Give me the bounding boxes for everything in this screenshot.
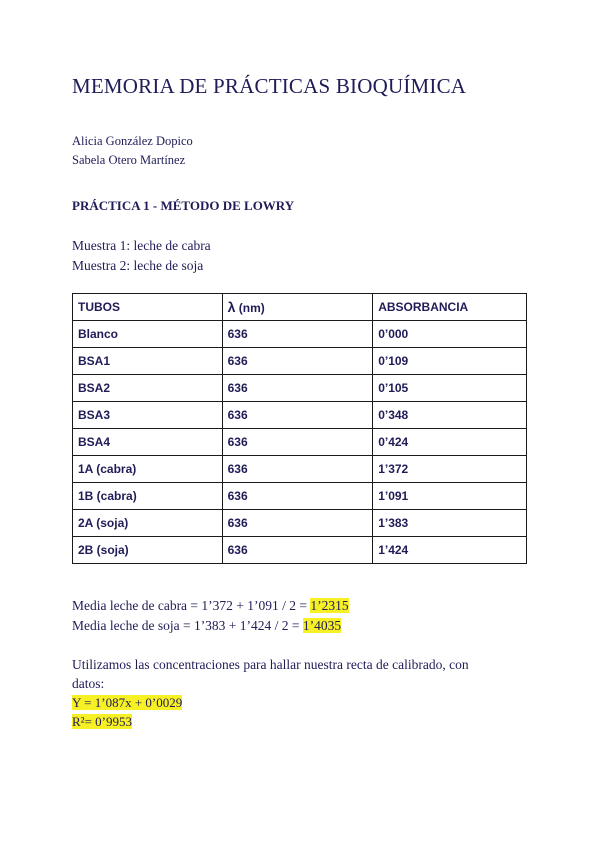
table-row xyxy=(73,456,527,483)
cell-absorbance: 1’424 xyxy=(373,537,527,564)
author-name: Alicia González Dopico xyxy=(72,134,193,148)
cell-tube: 2B (soja) xyxy=(73,537,223,564)
cell-absorbance: 0’424 xyxy=(373,429,527,456)
cell-wavelength: 636 xyxy=(222,456,373,483)
cell-tube: BSA4 xyxy=(73,429,223,456)
cell-wavelength: 636 xyxy=(222,348,373,375)
cell-tube: BSA2 xyxy=(73,375,223,402)
table-row xyxy=(73,537,527,564)
sample-line: Muestra 1: leche de cabra xyxy=(72,238,211,253)
cell-wavelength: 636 xyxy=(222,510,373,537)
calibration-intro-line: datos: xyxy=(72,676,105,691)
cell-wavelength: 636 xyxy=(222,483,373,510)
cell-wavelength: 636 xyxy=(222,321,373,348)
cell-wavelength: 636 xyxy=(222,402,373,429)
table-row xyxy=(73,402,527,429)
cell-tube: BSA3 xyxy=(73,402,223,429)
table-row xyxy=(73,375,527,402)
soy-mean-result: 1’4035 xyxy=(302,618,342,633)
author-name: Sabela Otero Martínez xyxy=(72,153,186,167)
section-heading: PRÁCTICA 1 - MÉTODO DE LOWRY xyxy=(72,198,295,213)
lambda-symbol: λ xyxy=(227,299,236,315)
r-squared-value: R²= 0’9953 xyxy=(72,714,132,729)
cell-absorbance: 0’105 xyxy=(373,375,527,402)
calibration-intro-line: Utilizamos las concentraciones para hallar nuestra recta de calibrado, con xyxy=(72,657,469,672)
table-header-row xyxy=(73,294,527,321)
header-absorbance: ABSORBANCIA xyxy=(373,294,527,321)
document-title: MEMORIA DE PRÁCTICAS BIOQUÍMICA xyxy=(72,74,467,98)
wavelength-unit: (nm) xyxy=(235,301,265,315)
authors-block xyxy=(72,132,193,170)
means-block xyxy=(72,596,349,636)
goat-milk-mean xyxy=(72,596,349,616)
cell-absorbance: 0’348 xyxy=(373,402,527,429)
table-row xyxy=(73,510,527,537)
cell-absorbance: 1’372 xyxy=(373,456,527,483)
table-row xyxy=(73,321,527,348)
cell-tube: 1B (cabra) xyxy=(73,483,223,510)
goat-mean-formula: Media leche de cabra = 1’372 + 1’091 / 2 = xyxy=(72,598,311,613)
cell-tube: 2A (soja) xyxy=(73,510,223,537)
cell-tube: BSA1 xyxy=(73,348,223,375)
soy-mean-formula: Media leche de soja = 1’383 + 1’424 / 2 = xyxy=(72,618,303,633)
cell-tube: Blanco xyxy=(73,321,223,348)
table-row xyxy=(73,429,527,456)
sample-line: Muestra 2: leche de soja xyxy=(72,258,204,273)
cell-absorbance: 1’091 xyxy=(373,483,527,510)
calibration-block xyxy=(72,655,542,731)
table-row xyxy=(73,483,527,510)
table-row xyxy=(73,348,527,375)
header-wavelength xyxy=(222,294,373,321)
goat-mean-result: 1’2315 xyxy=(310,598,349,613)
cell-tube: 1A (cabra) xyxy=(73,456,223,483)
soy-milk-mean xyxy=(72,616,349,636)
header-tubes: TUBOS xyxy=(73,294,223,321)
absorbance-table xyxy=(72,293,527,564)
cell-absorbance: 0’000 xyxy=(373,321,527,348)
cell-wavelength: 636 xyxy=(222,429,373,456)
cell-wavelength: 636 xyxy=(222,537,373,564)
cell-wavelength: 636 xyxy=(222,375,373,402)
samples-block xyxy=(72,236,211,276)
cell-absorbance: 0’109 xyxy=(373,348,527,375)
cell-absorbance: 1’383 xyxy=(373,510,527,537)
calibration-equation: Y = 1’087x + 0’0029 xyxy=(72,695,183,710)
